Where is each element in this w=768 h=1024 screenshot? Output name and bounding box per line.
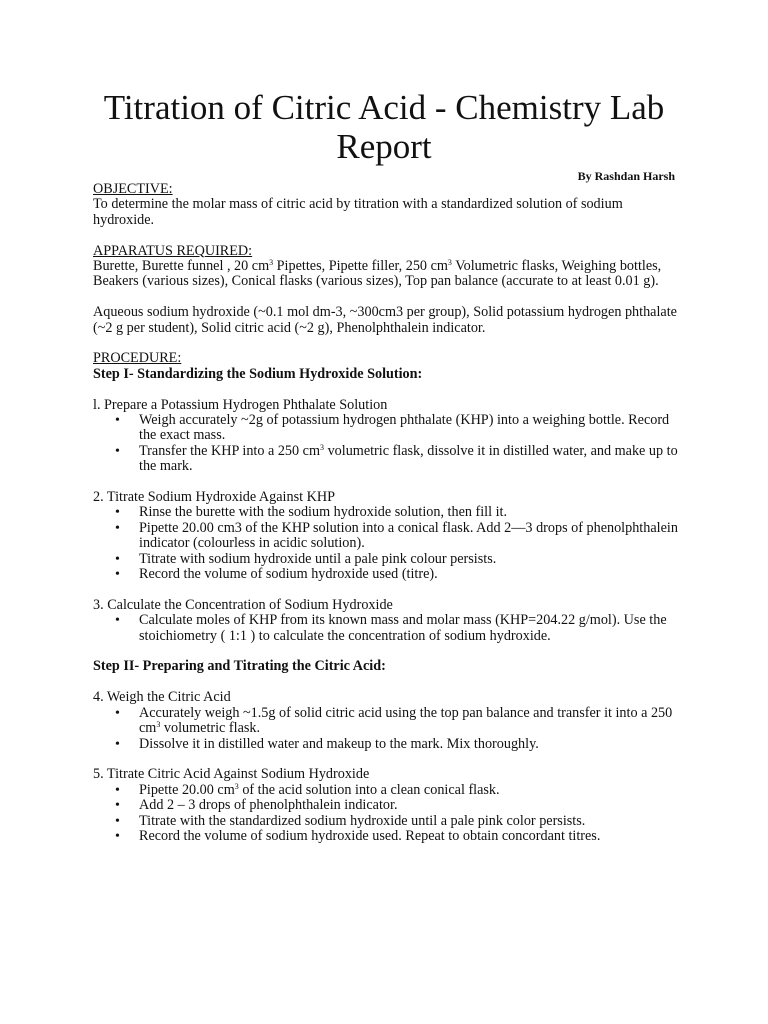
apparatus-heading: APPARATUS REQUIRED:: [93, 242, 253, 259]
list-item: • Accurately weigh ~1.5g of solid citric acid using the top pan balance and transfer it into a 250 $cm^3$ volumetric flask.: [115, 704, 673, 737]
section3-title: 3. Calculate the Concentration of Sodium Hydroxide: [93, 596, 393, 613]
section1-list: [93, 413, 683, 475]
list-item: • Record the volume of sodium hydroxide used. Repeat to obtain concordant titres.: [115, 827, 601, 844]
apparatus-list: Burette, Burette funnel , 20 $cm^3$ Pipettes, Pipette filler, 250 $cm^3$ Volumetric flasks, Weighing bottles, Beakers (various sizes), Conical flasks (various sizes), Top pan balance (accurate to at least 0.01 g).: [93, 258, 662, 290]
list-item: • Titrate with the standardized sodium hydroxide until a pale pink color persists.: [115, 812, 586, 829]
objective-heading: OBJECTIVE:: [93, 181, 173, 197]
list-item: • Dissolve it in distilled water and makeup to the mark. Mix thoroughly.: [115, 735, 539, 752]
list-item: • Calculate moles of KHP from its known mass and molar mass (KHP=204.22 g/mol). Use the stoichiometry ( 1:1 ) to calculate the concentration of sodium hydroxide.: [115, 612, 667, 644]
report-body: [93, 182, 683, 844]
reagents-list: Aqueous sodium hydroxide (~0.1 mol dm-3, ~300cm3 per group), Solid potassium hydrogen phthalate (~2 g per student), Solid citric acid (~2 g), Phenolphthalein indicator.: [93, 304, 677, 336]
list-item: • Weigh accurately ~2g of potassium hydrogen phthalate (KHP) into a weighing bottle. Record the exact mass.: [115, 412, 670, 444]
step2-heading: Step II- Preparing and Titrating the Citric Acid:: [93, 658, 386, 675]
section5-list: [93, 783, 683, 845]
list-item: • Rinse the burette with the sodium hydroxide solution, then fill it.: [115, 504, 508, 521]
section4-list: [93, 706, 683, 752]
list-item: • Transfer the KHP into a 250 $cm^3$ volumetric flask, dissolve it in distilled water, and make up to the mark.: [115, 442, 678, 475]
section2-list: [93, 505, 683, 582]
objective-text: To determine the molar mass of citric acid by titration with a standardized solution of sodium hydroxide.: [93, 196, 623, 228]
list-item: • Record the volume of sodium hydroxide used (titre).: [115, 566, 438, 583]
list-item: • Pipette 20.00 cm3 of the KHP solution into a conical flask. Add 2—3 drops of phenolphthalein indicator (colourless in acidic solution).: [115, 519, 678, 552]
list-item: • Pipette 20.00 $cm^3$ of the acid solution into a clean conical flask.: [115, 781, 500, 798]
section3-list: [93, 613, 683, 644]
step1-heading: Step I- Standardizing the Sodium Hydroxide Solution:: [93, 365, 423, 382]
list-item: • Add 2 – 3 drops of phenolphthalein indicator.: [115, 797, 398, 814]
author-line: By Rashdan Harsh: [577, 169, 675, 183]
procedure-heading: PROCEDURE:: [93, 350, 182, 367]
report-title: Titration of Citric Acid - Chemistry Lab Report: [103, 88, 665, 166]
section4-title: 4. Weigh the Citric Acid: [93, 689, 231, 706]
section2-title: 2. Titrate Sodium Hydroxide Against KHP: [93, 489, 335, 506]
section5-title: 5. Titrate Citric Acid Against Sodium Hydroxide: [93, 766, 370, 783]
section1-title: l. Prepare a Potassium Hydrogen Phthalate Solution: [93, 396, 388, 413]
list-item: • Titrate with sodium hydroxide until a pale pink colour persists.: [115, 550, 497, 567]
